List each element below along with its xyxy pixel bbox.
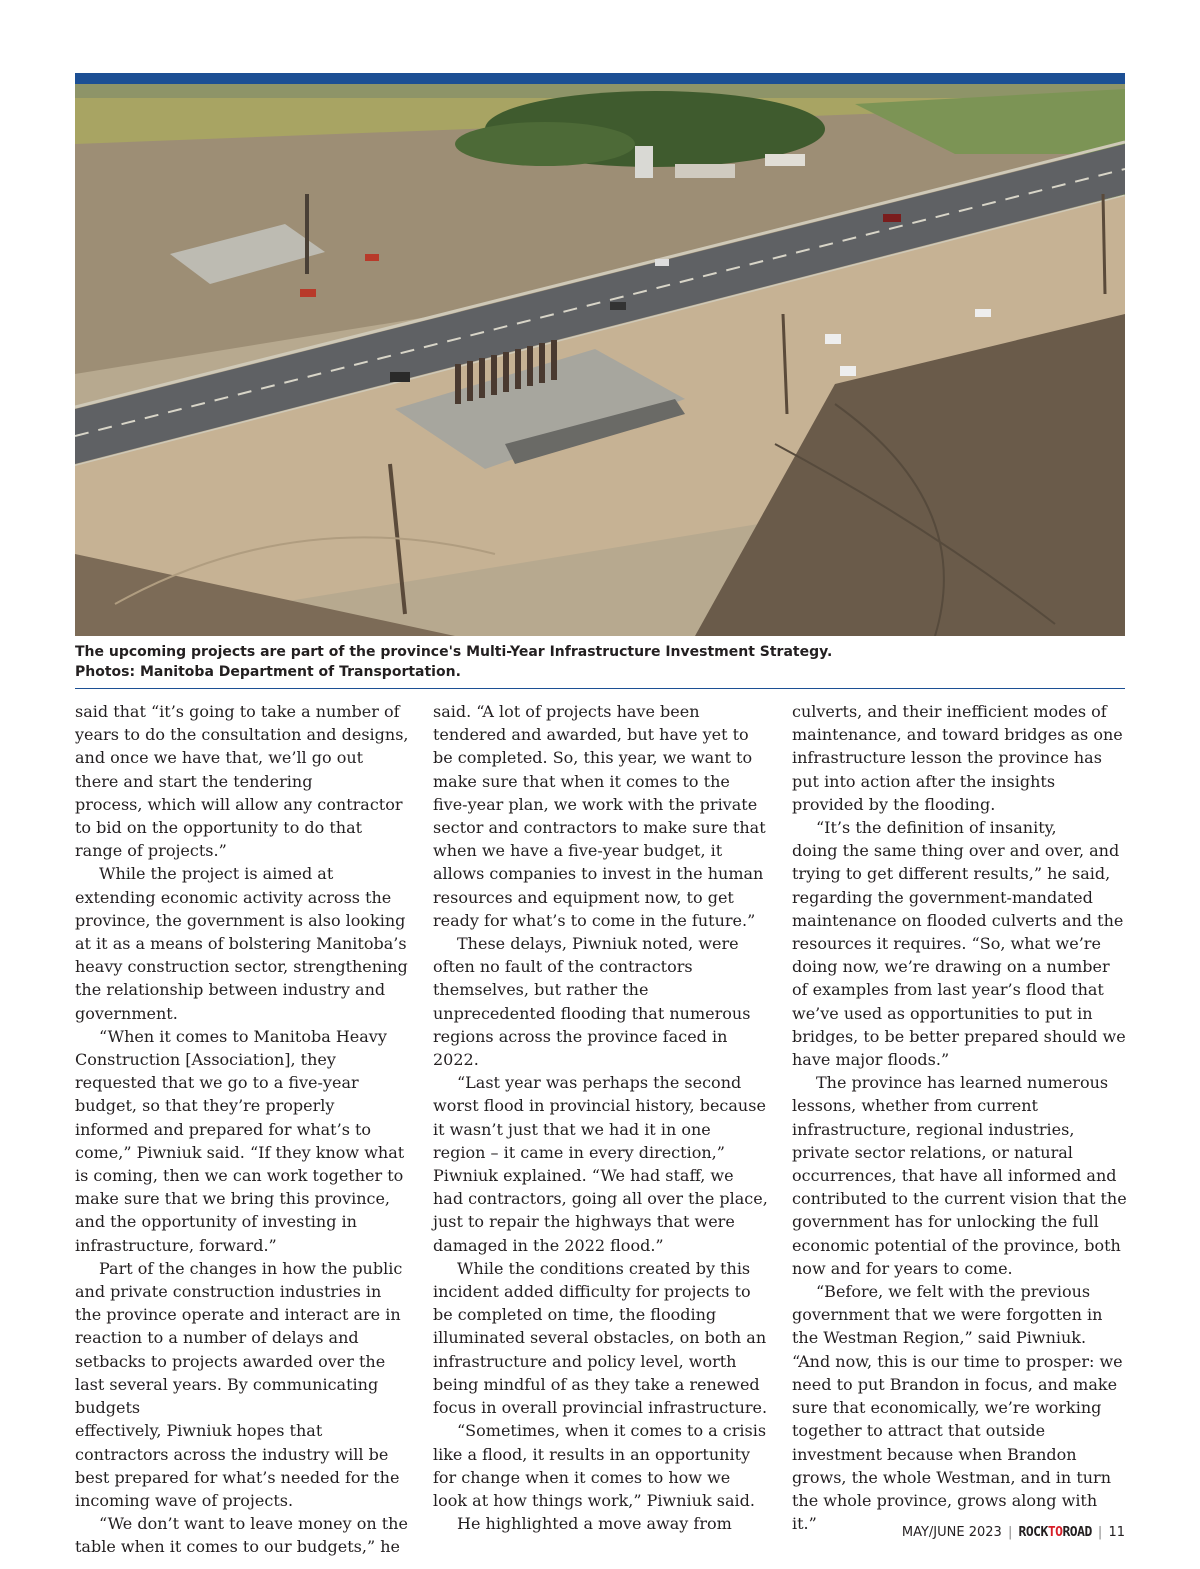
paragraph: While the conditions created by this incident added difficulty for projects to be completed on time, the flooding illuminated several obstacles, on both an infrastructure and policy level, worth being mindful of as they take a renewed focus in overall provincial infrastructure.: [433, 1258, 768, 1418]
page-footer: [902, 1525, 1125, 1540]
article-column-3: [792, 700, 1127, 1535]
paragraph: The province has learned numerous lessons, whether from current infrastructure, regional industries, private sector relations, or natural occurrences, that have all informed and contributed to the current vision that the government has for unlocking the full economic potential of the province, both now and for years to come.: [792, 1073, 1127, 1278]
page-number: 11: [1108, 1525, 1125, 1540]
aerial-construction-photo: [75, 84, 1125, 636]
photo-caption: [75, 642, 1125, 682]
paragraph: “Before, we felt with the previous government that we were forgotten in the Westman Region,” said Piwniuk. “And now, this is our time to prosper: we need to put Brandon in focus, and make sure that economically, we’re working together to attract that outside investment because when Brandon grows, the whole Westman, and in turn the whole province, grows along with it.”: [792, 1282, 1123, 1534]
footer-separator: |: [1007, 1525, 1013, 1540]
trailers: [675, 164, 735, 178]
issue-date: MAY/JUNE 2023: [901, 1525, 1002, 1540]
forest-edge: [455, 122, 635, 166]
paragraph: Part of the changes in how the public and private construction industries in the province operate and interact are in reaction to a number of delays and setbacks to projects awarded over the last several years. By communicating budgets effectively, Piwniuk hopes that contractors across the industry will be best prepared for what’s needed for the incoming wave of projects.: [75, 1258, 403, 1510]
pile-rig: [305, 194, 309, 274]
logo-road: ROAD: [1062, 1525, 1092, 1540]
article-column-2: [433, 700, 768, 1535]
silo: [635, 146, 653, 178]
paragraph: culverts, and their inefficient modes of maintenance, and toward bridges as one infrastructure lesson the province has put into action after the insights provided by the flooding.: [792, 702, 1123, 814]
paragraph: said that “it’s going to take a number of years to do the consultation and designs, and once we have that, we’ll go out there and start the tendering process, which will allow any contractor to bid on the opportunity to do that range of projects.”: [75, 702, 409, 861]
article-column-1: [75, 700, 410, 1559]
photo-illustration: [75, 84, 1125, 636]
paragraph: said. “A lot of projects have been tendered and awarded, but have yet to be completed. So, this year, we want to make sure that when it comes to the five-year plan, we work with the private sector and contractors to make sure that when we have a five-year budget, it allows companies to invest in the human resources and equipment now, to get ready for what’s to come in the future.”: [433, 702, 766, 930]
magazine-logo: [1019, 1525, 1092, 1540]
caption-line-1: The upcoming projects are part of the province's Multi-Year Infrastructure Investment Strategy.: [75, 644, 833, 660]
paragraph: “When it comes to Manitoba Heavy Construction [Association], they requested that we go to a five-year budget, so that they’re properly informed and prepared for what’s to come,” Piwniuk said. “If they know what is coming, then we can work together to make sure that we bring this province, and the opportunity of investing in infrastructure, forward.”: [75, 1026, 405, 1255]
utility-pole: [1103, 194, 1105, 294]
footer-separator: |: [1097, 1525, 1103, 1540]
paragraph: He highlighted a move away from: [457, 1514, 732, 1534]
top-accent-bar: [75, 73, 1125, 84]
caption-line-2: Photos: Manitoba Department of Transportation.: [75, 664, 461, 680]
paragraph: “It’s the definition of insanity, doing the same thing over and over, and trying to get different results,” he said, regarding the government-mandated maintenance on flooded culverts and the resources it requires. “So, what we’re doing now, we’re drawing on a number of examples from last year’s flood that we’ve used as opportunities to put in bridges, to be better prepared should we have major floods.”: [792, 818, 1126, 1070]
caption-divider: [75, 688, 1125, 689]
paragraph: While the project is aimed at extending economic activity across the province, the government is also looking at it as a means of bolstering Manitoba’s heavy construction sector, strengthening the relationship between industry and government.: [75, 864, 408, 1023]
paragraph: “Sometimes, when it comes to a crisis like a flood, it results in an opportunity for change when it comes to how we look at how things work,” Piwniuk said.: [433, 1421, 767, 1510]
paragraph: These delays, Piwniuk noted, were often no fault of the contractors themselves, but rather the unprecedented flooding that numerous regions across the province faced in 2022.: [433, 934, 751, 1070]
paragraph: “We don’t want to leave money on the table when it comes to our budgets,” he: [75, 1514, 408, 1557]
trailer: [765, 154, 805, 166]
logo-to: TO: [1047, 1525, 1063, 1540]
logo-rock: ROCK: [1018, 1525, 1048, 1540]
paragraph: “Last year was perhaps the second worst flood in provincial history, because it wasn’t just that we had it in one region – it came in every direction,” Piwniuk explained. “We had staff, we had contractors, going all over the place, just to repair the highways that were damaged in the 2022 flood.”: [433, 1073, 768, 1255]
